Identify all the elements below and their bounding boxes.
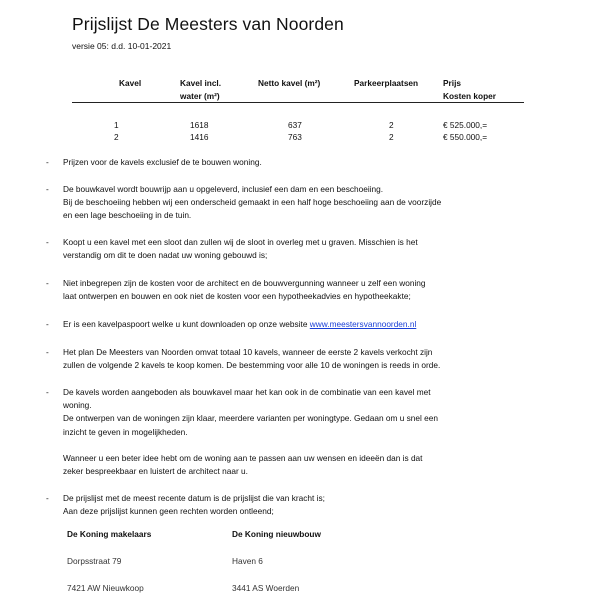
table-divider: [72, 102, 524, 103]
bullet-marker: -: [46, 347, 49, 357]
list-item: [63, 492, 533, 518]
list-item: [63, 236, 533, 262]
list-item: [63, 277, 533, 303]
table-cell-netto: 763: [288, 132, 302, 142]
list-item-text: De ontwerpen van de woningen zijn klaar, meerdere varianten per woningtype. Gedaan om u snel een: [63, 413, 438, 424]
list-item-text: verstandig om dit te doen nadat uw woning gebouwd is;: [63, 250, 268, 261]
table-cell-kavel: 1: [114, 120, 119, 130]
version-line: versie 05: d.d. 10-01-2021: [72, 41, 172, 51]
website-link[interactable]: www.meestersvannoorden.nl: [309, 319, 417, 329]
list-item-text: zeker bespreekbaar en luistert de architect naar u.: [63, 466, 248, 477]
list-item-text: De prijslijst met de meest recente datum is de prijslijst die van kracht is;: [63, 493, 325, 503]
col-header-prijs: Prijs: [443, 78, 461, 88]
list-item-text: Niet inbegrepen zijn de kosten voor de architect en de bouwvergunning wanneer u zelf een woning: [63, 278, 426, 288]
col-header-kavel-incl: Kavel incl.: [180, 78, 222, 88]
list-item-text: Bij de beschoeiing hebben wij een onderscheid gemaakt in een half hoge beschoeiing aan de voorzijde: [63, 197, 442, 208]
list-item-text: De kavels worden aangeboden als bouwkavel maar het kan ook in de combinatie van een kavel met: [63, 387, 431, 397]
list-item-text: zullen de volgende 2 kavels te koop komen. De bestemming voor alle 10 de woningen is reeds in orde.: [63, 360, 441, 371]
list-item-text: laat ontwerpen en bouwen en ook niet de kosten voor een hypotheekadvies en hypotheekakte;: [63, 291, 411, 302]
table-cell-prijs: € 550.000,=: [443, 132, 488, 142]
col-header-kavel: Kavel: [119, 78, 142, 88]
table-cell-netto: 637: [288, 120, 302, 130]
list-item: [63, 386, 533, 478]
list-item-text: Prijzen voor de kavels exclusief de te bouwen woning.: [63, 157, 262, 167]
bullet-marker: -: [46, 319, 49, 329]
list-item-text: Er is een kavelpaspoort welke u kunt downloaden op onze website: [63, 319, 310, 329]
list-item: [63, 318, 533, 331]
list-item-text: Het plan De Meesters van Noorden omvat totaal 10 kavels, wanneer de eerste 2 kavels verkocht zijn: [63, 347, 433, 357]
list-item-text: Aan deze prijslijst kunnen geen rechten worden ontleend;: [63, 506, 274, 517]
list-item-text: woning.: [63, 400, 92, 411]
table-cell-parkeer: 2: [389, 132, 394, 142]
table-cell-incl: 1416: [190, 132, 209, 142]
table-cell-incl: 1618: [190, 120, 209, 130]
table-cell-prijs: € 525.000,=: [443, 120, 488, 130]
list-item: [63, 156, 533, 169]
list-item-text: De bouwkavel wordt bouwrijp aan u opgeleverd, inclusief een dam en een beschoeiing.: [63, 184, 384, 194]
col-header-netto: Netto kavel (m²): [258, 78, 321, 88]
bullet-marker: -: [46, 387, 49, 397]
page-title: Prijslijst De Meesters van Noorden: [72, 14, 344, 34]
list-item-text: inzicht te geven in mogelijkheden.: [63, 426, 188, 437]
contact-right-name: De Koning nieuwbouw: [232, 529, 321, 539]
list-item: [63, 183, 533, 223]
bullet-marker: -: [46, 493, 49, 503]
bullet-marker: -: [46, 278, 49, 288]
contact-left-name: De Koning makelaars: [67, 529, 152, 539]
bullet-marker: -: [46, 184, 49, 194]
list-item: [63, 346, 533, 372]
table-cell-kavel: 2: [114, 132, 119, 142]
list-item-text: en een lage beschoeiing in de tuin.: [63, 210, 192, 221]
list-item-text: Koopt u een kavel met een sloot dan zullen wij de sloot in overleg met u graven. Misschien is het: [63, 237, 418, 247]
contact-left-city: 7421 AW Nieuwkoop: [67, 583, 144, 593]
contact-right-city: 3441 AS Woerden: [232, 583, 300, 593]
col-header-kavel-incl-unit: water (m²): [180, 91, 220, 101]
col-header-parkeer: Parkeerplaatsen: [354, 78, 419, 88]
bullet-marker: -: [46, 237, 49, 247]
table-cell-parkeer: 2: [389, 120, 394, 130]
contact-left-street: Dorpsstraat 79: [67, 556, 122, 566]
list-item-text: Wanneer u een beter idee hebt om de woning aan te passen aan uw wensen en ideeën dan is dat: [63, 452, 423, 463]
contact-right-street: Haven 6: [232, 556, 263, 566]
bullet-marker: -: [46, 157, 49, 167]
col-header-kosten-koper: Kosten koper: [443, 91, 497, 101]
